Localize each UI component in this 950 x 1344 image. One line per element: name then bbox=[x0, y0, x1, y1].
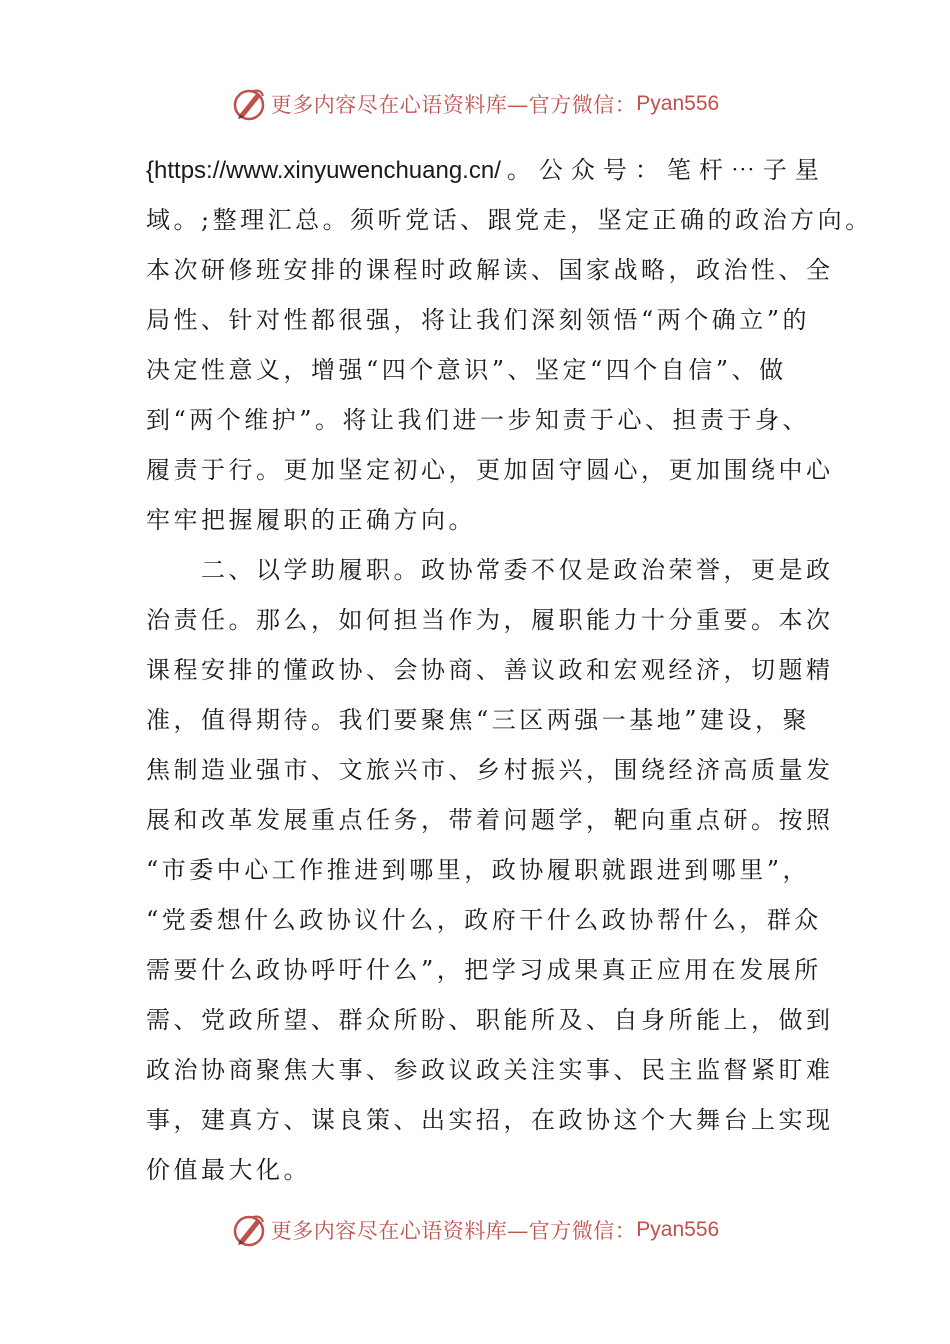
pen-circle-logo-icon bbox=[231, 1212, 267, 1248]
banner-handle: Pyan556 bbox=[636, 1218, 720, 1241]
body-line: “市委中心工作推进到哪里，政协履职就跟进到哪里”， bbox=[146, 856, 811, 884]
header-banner bbox=[0, 84, 950, 124]
body-line: 治责任。那么，如何担当作为，履职能力十分重要。本次 bbox=[146, 606, 834, 634]
body-line: 展和改革发展重点任务，带着问题学，靶向重点研。按照 bbox=[146, 806, 834, 834]
body-line: 课程安排的懂政协、会协商、善议政和宏观经济，切题精 bbox=[146, 656, 834, 684]
body-line: “党委想什么政协议什么，政府干什么政协帮什么，群众 bbox=[146, 906, 822, 934]
footer-banner bbox=[0, 1210, 950, 1250]
body-line: 域。;整理汇总。须听党话、跟党走，坚定正确的政治方向。 bbox=[146, 206, 873, 234]
body-line: 政治协商聚焦大事、参政议政关注实事、民主监督紧盯难 bbox=[146, 1056, 834, 1084]
body-line: 牢牢把握履职的正确方向。 bbox=[146, 506, 476, 534]
body-line: 局性、针对性都很强，将让我们深刻领悟“两个确立”的 bbox=[146, 306, 811, 334]
document-body bbox=[146, 145, 873, 1195]
paragraph-start: 二、以学助履职。政协常委不仅是政治荣誉，更是政 bbox=[146, 556, 834, 584]
body-line: 需、党政所望、群众所盼、职能所及、自身所能上，做到 bbox=[146, 1006, 834, 1034]
banner-handle: Pyan556 bbox=[636, 92, 720, 115]
body-line: 需要什么政协呼吁什么”，把学习成果真正应用在发展所 bbox=[146, 956, 822, 984]
pen-circle-logo-icon bbox=[231, 86, 267, 122]
body-line: 履责于行。更加坚定初心，更加固守圆心，更加围绕中心 bbox=[146, 456, 834, 484]
body-line: 价值最大化。 bbox=[146, 1156, 311, 1184]
url-text: {https://www.xinyuwenchuang.cn/ bbox=[146, 157, 501, 184]
body-line: 焦制造业强市、文旅兴市、乡村振兴，围绕经济高质量发 bbox=[146, 756, 834, 784]
banner-text: 更多内容尽在心语资料库—官方微信： bbox=[270, 1219, 637, 1243]
body-line-text: 。公众号：笔杆⋯子星 bbox=[506, 156, 827, 184]
body-line: 决定性意义，增强“四个意识”、坚定“四个自信”、做 bbox=[146, 356, 787, 384]
body-line: 事，建真方、谋良策、出实招，在政协这个大舞台上实现 bbox=[146, 1106, 834, 1134]
body-line bbox=[146, 145, 826, 195]
body-line: 准，值得期待。我们要聚焦“三区两强一基地”建设，聚 bbox=[146, 706, 811, 734]
body-line: 本次研修班安排的课程时政解读、国家战略，政治性、全 bbox=[146, 256, 834, 284]
body-line: 到“两个维护”。将让我们进一步知责于心、担责于身、 bbox=[146, 406, 811, 434]
banner-text: 更多内容尽在心语资料库—官方微信： bbox=[270, 93, 637, 117]
